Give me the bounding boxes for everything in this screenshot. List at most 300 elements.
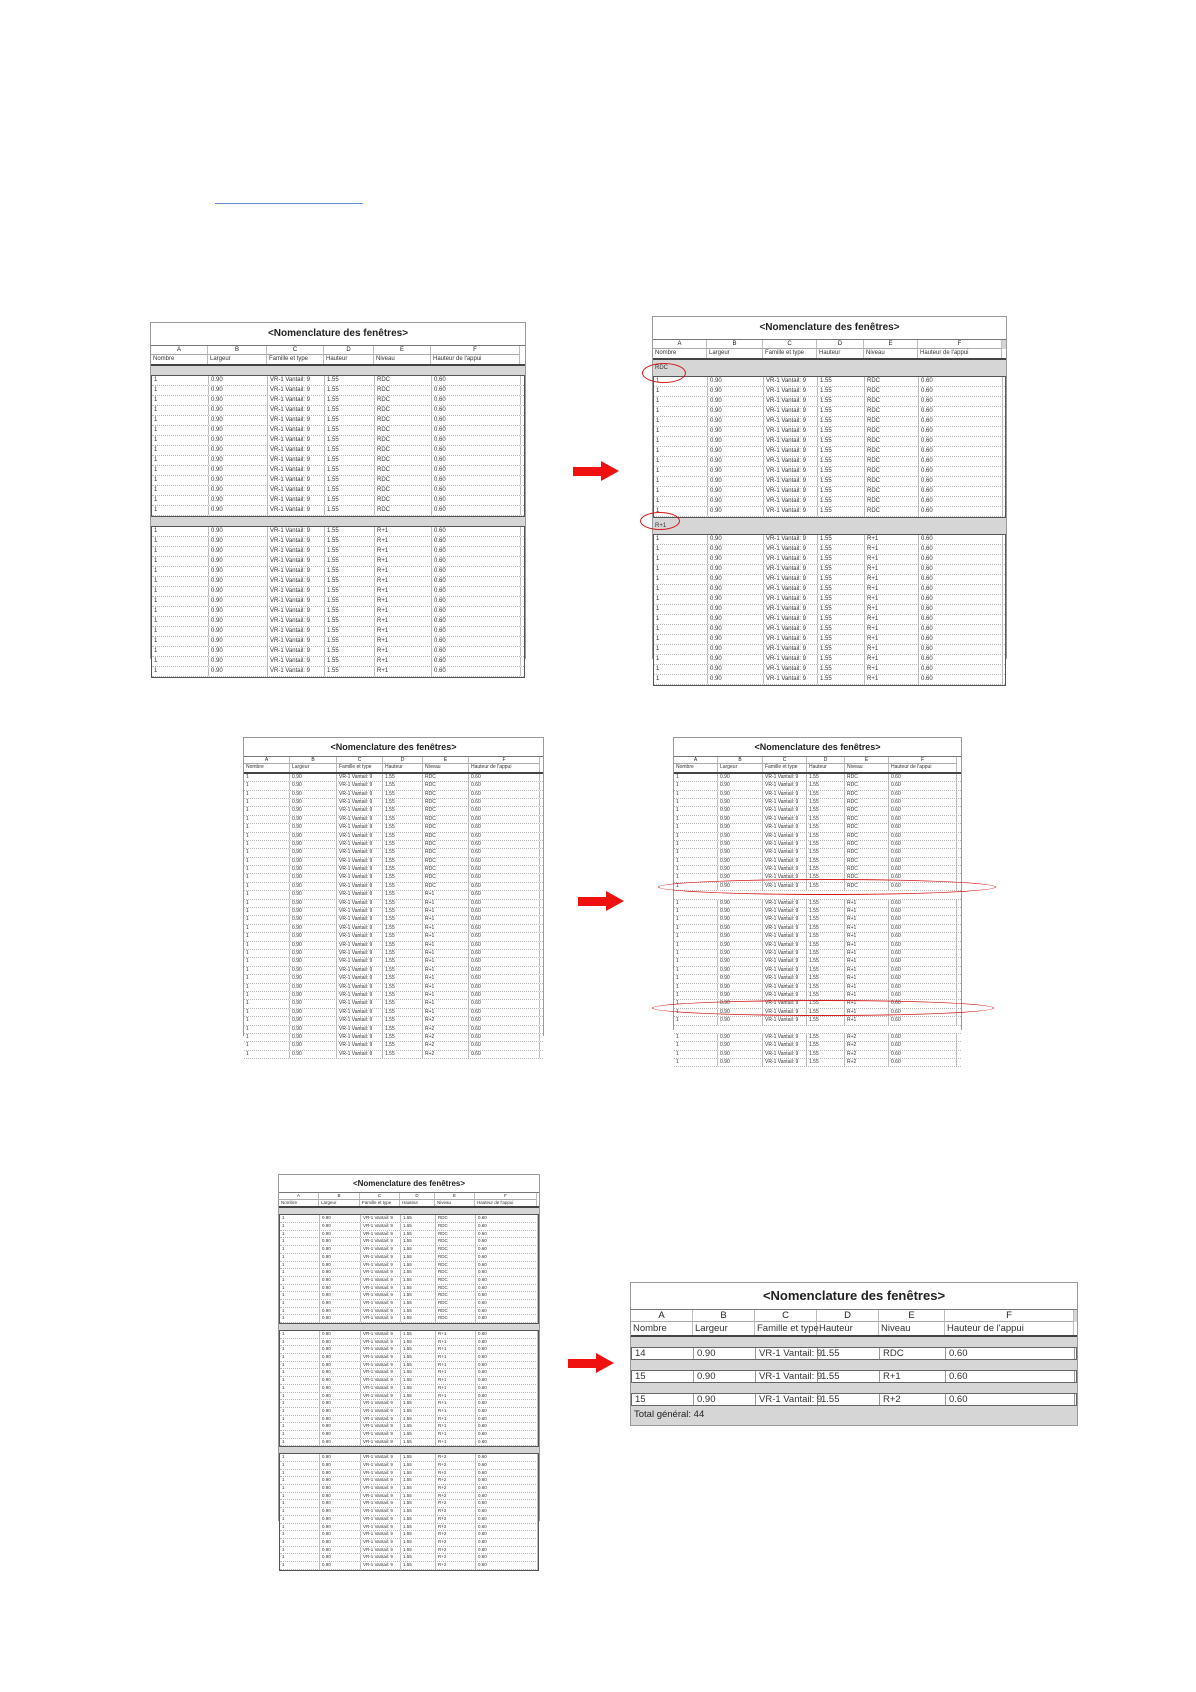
cell: 1.55 — [807, 900, 845, 907]
table-row — [244, 1009, 543, 1017]
cell: VR-1 Vantail: 9 — [361, 1269, 401, 1276]
cell: VR-1 Vantail: 9 — [361, 1369, 401, 1376]
column-letters — [151, 346, 525, 355]
cell: 1 — [654, 675, 708, 684]
cell: 1.55 — [383, 900, 423, 907]
cell: 1 — [280, 1508, 320, 1515]
group-block — [244, 1017, 543, 1059]
cell: RDC — [845, 883, 889, 890]
cell: 1.55 — [401, 1369, 436, 1376]
cell: D — [400, 1193, 435, 1200]
cell: 1 — [674, 1051, 718, 1058]
cell: RDC — [845, 849, 889, 856]
cell: R+1 — [436, 1377, 476, 1384]
cell: R+1 — [436, 1423, 476, 1430]
cell: RDC — [375, 456, 432, 465]
table-row — [654, 595, 1005, 605]
cell: R+1 — [375, 587, 432, 596]
cell: 0.90 — [320, 1354, 361, 1361]
cell: 0.60 — [432, 436, 521, 445]
cell: R+1 — [865, 605, 919, 614]
cell: R+1 — [436, 1439, 476, 1446]
cell: R+1 — [423, 984, 469, 991]
cell: RDC — [865, 377, 919, 386]
table-row — [244, 916, 543, 924]
cell: RDC — [865, 477, 919, 486]
table-row — [280, 1331, 538, 1339]
cell: VR-1 Vantail: 9 — [763, 1000, 807, 1007]
cell: 0.90 — [209, 637, 268, 646]
cell: 0.90 — [718, 916, 763, 923]
group-label: R+1 — [653, 518, 1006, 534]
cell: R+1 — [436, 1354, 476, 1361]
cell: R+2 — [845, 1051, 889, 1058]
cell: RDC — [436, 1285, 476, 1292]
cell: VR-1 Vantail: 9 — [337, 1051, 383, 1058]
cell: VR-1 Vantail: 9 — [361, 1254, 401, 1261]
table-row — [280, 1315, 538, 1323]
cell: 0.60 — [889, 816, 957, 823]
cell: 1.55 — [401, 1539, 436, 1546]
table-row — [280, 1508, 538, 1516]
cell: 0.90 — [718, 984, 763, 991]
cell: 1.55 — [401, 1393, 436, 1400]
cell: 1.55 — [325, 597, 375, 606]
cell: VR-1 Vantail: 9 — [763, 942, 807, 949]
cell: VR-1 Vantail: 9 — [268, 527, 325, 536]
cell: 1 — [280, 1470, 320, 1477]
cell: 1 — [654, 487, 708, 496]
cell: 0.60 — [476, 1246, 538, 1253]
cell: 0.60 — [476, 1531, 538, 1538]
table-row — [152, 527, 524, 537]
cell: A — [631, 1310, 693, 1322]
cell: R+1 — [436, 1393, 476, 1400]
cell: VR-1 Vantail: 9 — [268, 657, 325, 666]
cell: 1 — [674, 1042, 718, 1049]
cell: VR-1 Vantail: 9 — [337, 908, 383, 915]
group-block — [244, 891, 543, 1017]
highlight-ellipse-gap-2 — [652, 1000, 994, 1016]
cell: R+1 — [436, 1385, 476, 1392]
cell: R+1 — [865, 535, 919, 544]
cell: 1 — [674, 866, 718, 873]
cell: Nombre — [674, 764, 718, 771]
cell: R+2 — [880, 1394, 946, 1405]
cell: 0.90 — [209, 456, 268, 465]
summary-row — [631, 1347, 1077, 1360]
table-row — [280, 1385, 538, 1393]
table-row — [280, 1339, 538, 1347]
cell: D — [817, 340, 864, 349]
cell: 1.55 — [383, 1042, 423, 1049]
table-row — [244, 984, 543, 992]
table-row — [280, 1531, 538, 1539]
cell: VR-1 Vantail: 9 — [337, 807, 383, 814]
cell: R+2 — [436, 1539, 476, 1546]
cell: R+2 — [436, 1554, 476, 1561]
cell: VR-1 Vantail: 9 — [361, 1539, 401, 1546]
group-block — [279, 1453, 539, 1570]
cell: VR-1 Vantail: 9 — [337, 1034, 383, 1041]
cell: 1.55 — [807, 916, 845, 923]
cell: 0.60 — [919, 447, 1003, 456]
cell: R+1 — [865, 675, 919, 684]
cell: 1 — [674, 849, 718, 856]
cell: 0.60 — [919, 457, 1003, 466]
cell: Hauteur — [817, 349, 864, 358]
cell: 0.90 — [320, 1400, 361, 1407]
cell: 0.90 — [320, 1500, 361, 1507]
cell: RDC — [845, 874, 889, 881]
cell: D — [383, 757, 423, 764]
cell: 0.60 — [919, 575, 1003, 584]
table-row — [674, 841, 961, 849]
cell: 0.90 — [320, 1362, 361, 1369]
cell: 0.60 — [469, 874, 540, 881]
cell: VR-1 Vantail: 9 — [361, 1454, 401, 1461]
cell: 1 — [674, 858, 718, 865]
cell: VR-1 Vantail: 9 — [361, 1246, 401, 1253]
column-headers — [653, 349, 1006, 360]
cell: B — [319, 1193, 360, 1200]
cell: 1 — [654, 447, 708, 456]
cell: 0.90 — [209, 667, 268, 676]
cell: 0.60 — [889, 950, 957, 957]
cell: VR-1 Vantail: 9 — [763, 1017, 807, 1024]
cell: 0.60 — [432, 506, 521, 515]
cell: 0.60 — [889, 1000, 957, 1007]
cell: F — [431, 346, 520, 355]
cell: 1.55 — [401, 1554, 436, 1561]
table-row — [674, 833, 961, 841]
cell: 1 — [280, 1231, 320, 1238]
cell: 1 — [654, 397, 708, 406]
cell: 0.60 — [469, 1051, 540, 1058]
cell: VR-1 Vantail: 9 — [764, 675, 818, 684]
cell: VR-1 Vantail: 9 — [337, 900, 383, 907]
cell: 0.60 — [889, 900, 957, 907]
cell: VR-1 Vantail: 9 — [361, 1231, 401, 1238]
cell: 1.55 — [401, 1431, 436, 1438]
cell: 0.60 — [919, 535, 1003, 544]
cell: VR-1 Vantail: 9 — [361, 1485, 401, 1492]
table-row — [244, 975, 543, 983]
cell: 0.60 — [432, 577, 521, 586]
cell: RDC — [423, 858, 469, 865]
cell: 1.55 — [325, 456, 375, 465]
cell: 0.90 — [320, 1308, 361, 1315]
cell: 1 — [244, 950, 290, 957]
cell: VR-1 Vantail: 9 — [763, 950, 807, 957]
cell: 0.90 — [718, 992, 763, 999]
cell: 0.60 — [889, 1034, 957, 1041]
cell: 0.90 — [209, 506, 268, 515]
cell: 1.55 — [807, 1042, 845, 1049]
cell: R+1 — [865, 555, 919, 564]
cell: Largeur — [718, 764, 763, 771]
table-row — [244, 816, 543, 824]
table-row — [654, 665, 1005, 675]
schedule-panel-3-continuous — [243, 737, 544, 1057]
cell: 0.90 — [320, 1547, 361, 1554]
cell: 0.60 — [476, 1462, 538, 1469]
cell: R+1 — [375, 537, 432, 546]
cell: 0.90 — [708, 457, 764, 466]
cell: 0.90 — [320, 1477, 361, 1484]
cell: 0.60 — [432, 587, 521, 596]
cell: 1 — [674, 807, 718, 814]
cell: R+1 — [436, 1339, 476, 1346]
cell: 1 — [152, 637, 209, 646]
cell: 1 — [674, 816, 718, 823]
cell: 0.90 — [708, 535, 764, 544]
right-arrow-icon — [578, 891, 624, 911]
cell: 1 — [654, 457, 708, 466]
cell: RDC — [845, 774, 889, 781]
cell: 0.90 — [320, 1385, 361, 1392]
cell: VR-1 Vantail: 9 — [268, 456, 325, 465]
cell: 0.90 — [708, 655, 764, 664]
cell: VR-1 Vantail: 9 — [361, 1400, 401, 1407]
table-row — [674, 774, 961, 782]
cell: 0.60 — [919, 417, 1003, 426]
cell: E — [435, 1193, 475, 1200]
cell: R+1 — [865, 625, 919, 634]
cell: R+1 — [845, 992, 889, 999]
cell: VR-1 Vantail: 9 — [337, 816, 383, 823]
table-row — [244, 807, 543, 815]
cell: 1 — [244, 916, 290, 923]
cell: 1 — [244, 807, 290, 814]
cell: 0.90 — [718, 1000, 763, 1007]
cell: 1.55 — [325, 567, 375, 576]
cell: 1 — [244, 958, 290, 965]
cell: VR-1 Vantail: 9 — [763, 816, 807, 823]
cell: VR-1 Vantail: 9 — [268, 396, 325, 405]
table-row — [152, 567, 524, 577]
cell: 1.55 — [325, 547, 375, 556]
cell: 0.60 — [476, 1423, 538, 1430]
cell: VR-1 Vantail: 9 — [763, 916, 807, 923]
cell: 0.60 — [476, 1300, 538, 1307]
cell: R+1 — [845, 975, 889, 982]
cell: Famille et type — [763, 349, 817, 358]
cell: VR-1 Vantail: 9 — [268, 416, 325, 425]
cell: 0.60 — [919, 625, 1003, 634]
cell: 0.90 — [694, 1394, 756, 1405]
cell: 0.90 — [209, 557, 268, 566]
cell: 1 — [280, 1477, 320, 1484]
cell: VR-1 Vantail: 9 — [337, 874, 383, 881]
cell: 1 — [152, 456, 209, 465]
cell: R+1 — [375, 637, 432, 646]
cell: VR-1 Vantail: 9 — [337, 782, 383, 789]
cell: 1 — [654, 645, 708, 654]
cell: F — [918, 340, 1002, 349]
cell: VR-1 Vantail: 9 — [764, 407, 818, 416]
cell: 0.60 — [476, 1547, 538, 1554]
cell: VR-1 Vantail: 9 — [361, 1215, 401, 1222]
table-row — [152, 607, 524, 617]
cell: 1 — [244, 849, 290, 856]
cell: R+2 — [845, 1059, 889, 1066]
group-gap — [151, 517, 525, 526]
cell: 0.90 — [209, 577, 268, 586]
cell: 1 — [244, 824, 290, 831]
cell: VR-1 Vantail: 9 — [764, 615, 818, 624]
cell: 1.55 — [807, 782, 845, 789]
table-row — [244, 774, 543, 782]
cell: 0.60 — [432, 456, 521, 465]
cell: Famille et type — [337, 764, 383, 771]
cell: RDC — [436, 1300, 476, 1307]
cell: 0.60 — [469, 908, 540, 915]
cell: VR-1 Vantail: 9 — [361, 1362, 401, 1369]
cell: 1 — [244, 891, 290, 898]
cell: 0.90 — [694, 1348, 756, 1359]
cell: 14 — [632, 1348, 694, 1359]
cell: 0.60 — [889, 1059, 957, 1066]
table-row — [654, 625, 1005, 635]
cell: VR-1 Vantail: 9 — [268, 647, 325, 656]
cell: 1 — [654, 417, 708, 426]
cell: VR-1 Vantail: 9 — [337, 799, 383, 806]
column-headers — [279, 1200, 539, 1209]
table-row — [280, 1477, 538, 1485]
cell: 0.60 — [889, 824, 957, 831]
table-row — [152, 547, 524, 557]
cell: RDC — [436, 1262, 476, 1269]
table-row — [280, 1285, 538, 1293]
cell: 1.55 — [325, 466, 375, 475]
table-row — [244, 874, 543, 882]
cell: 1 — [152, 597, 209, 606]
cell: 1 — [280, 1308, 320, 1315]
cell: 1.55 — [818, 1371, 880, 1382]
cell: 1 — [280, 1269, 320, 1276]
table-row — [244, 824, 543, 832]
cell: RDC — [436, 1215, 476, 1222]
cell: 1 — [674, 774, 718, 781]
cell: 0.60 — [432, 496, 521, 505]
cell: 1.55 — [383, 824, 423, 831]
cell: 0.60 — [476, 1493, 538, 1500]
cell: RDC — [436, 1246, 476, 1253]
cell: 1.55 — [383, 782, 423, 789]
cell: 1.55 — [401, 1277, 436, 1284]
cell: 1.55 — [807, 849, 845, 856]
cell: VR-1 Vantail: 9 — [361, 1439, 401, 1446]
table-row — [152, 466, 524, 476]
cell: 1.55 — [401, 1439, 436, 1446]
cell: R+1 — [375, 607, 432, 616]
cell: R+1 — [845, 900, 889, 907]
table-row — [244, 908, 543, 916]
cell: 0.60 — [476, 1554, 538, 1561]
table-row — [280, 1238, 538, 1246]
cell: 0.60 — [469, 1026, 540, 1033]
table-row — [280, 1416, 538, 1424]
cell: 1 — [280, 1238, 320, 1245]
cell: 1 — [244, 774, 290, 781]
cell: 1.55 — [325, 386, 375, 395]
cell: RDC — [423, 774, 469, 781]
cell: 0.90 — [708, 377, 764, 386]
cell: 0.60 — [476, 1439, 538, 1446]
cell: 0.60 — [476, 1269, 538, 1276]
cell: VR-1 Vantail: 9 — [337, 791, 383, 798]
cell: 0.90 — [320, 1339, 361, 1346]
cell: 0.90 — [320, 1369, 361, 1376]
cell: 0.90 — [290, 824, 337, 831]
cell: 1.55 — [401, 1238, 436, 1245]
cell: 1.55 — [401, 1215, 436, 1222]
cell: VR-1 Vantail: 9 — [361, 1416, 401, 1423]
cell: 0.90 — [320, 1300, 361, 1307]
cell: 1 — [244, 799, 290, 806]
cell: Niveau — [423, 764, 469, 771]
cell: 0.90 — [290, 1026, 337, 1033]
cell: Largeur — [290, 764, 337, 771]
table-row — [244, 1000, 543, 1008]
cell: VR-1 Vantail: 9 — [361, 1470, 401, 1477]
cell: 1 — [674, 992, 718, 999]
table-row — [152, 617, 524, 627]
group-gap — [631, 1337, 1077, 1347]
cell: 1 — [654, 635, 708, 644]
cell: 0.90 — [209, 567, 268, 576]
cell: 0.90 — [718, 841, 763, 848]
cell: 1 — [280, 1431, 320, 1438]
cell: 1.55 — [383, 975, 423, 982]
table-row — [244, 866, 543, 874]
cell: VR-1 Vantail: 9 — [337, 883, 383, 890]
cell: 0.90 — [209, 466, 268, 475]
cell: 0.60 — [889, 849, 957, 856]
cell: 1 — [280, 1254, 320, 1261]
cell: Niveau — [374, 355, 431, 364]
cell: 1 — [244, 1051, 290, 1058]
schedule-title: <Nomenclature des fenêtres> — [631, 1283, 1077, 1310]
cell: R+1 — [423, 958, 469, 965]
table-row — [280, 1354, 538, 1362]
cell: 0.60 — [919, 635, 1003, 644]
schedule-title: <Nomenclature des fenêtres> — [279, 1175, 539, 1193]
cell: 1 — [674, 1059, 718, 1066]
table-row — [280, 1562, 538, 1570]
cell: 0.90 — [718, 950, 763, 957]
cell: 0.60 — [919, 497, 1003, 506]
cell: B — [208, 346, 267, 355]
cell: 0.90 — [718, 849, 763, 856]
cell: 1 — [280, 1339, 320, 1346]
table-row — [280, 1369, 538, 1377]
cell: 0.90 — [708, 575, 764, 584]
cell: 1 — [654, 377, 708, 386]
cell: 1.55 — [401, 1254, 436, 1261]
cell: 0.60 — [469, 916, 540, 923]
cell: 1.55 — [818, 635, 865, 644]
cell: 0.90 — [708, 437, 764, 446]
cell: R+1 — [375, 547, 432, 556]
cell: R+1 — [423, 891, 469, 898]
cell: VR-1 Vantail: 9 — [763, 975, 807, 982]
table-row — [654, 575, 1005, 585]
cell: 1.55 — [807, 925, 845, 932]
cell: 0.60 — [919, 477, 1003, 486]
cell: 0.90 — [718, 933, 763, 940]
